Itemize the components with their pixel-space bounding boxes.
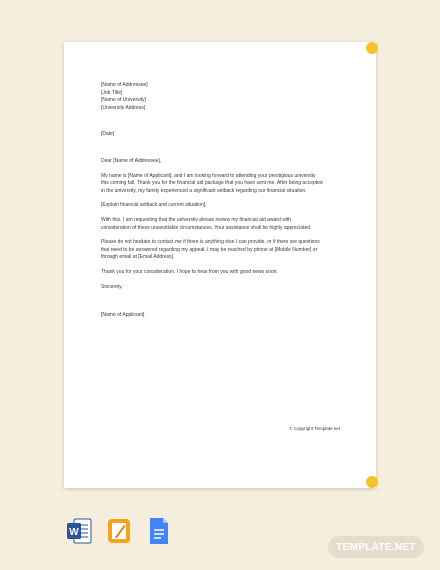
word-icon[interactable]	[66, 516, 92, 546]
signature-name: [Name of Applicant]	[101, 312, 145, 319]
paragraph-4-line-2: that need to be answered regarding my appeal. I may be reached by phone at [Mobile Number] or	[101, 246, 318, 253]
paragraph-4-line-1: Please do not hesitate to contact me if there is anything else I can provide, or if there are questions	[101, 239, 320, 246]
paragraph-5: Thank you for your consideration. I hope to hear from you with good news soon.	[101, 268, 278, 275]
university-name: [Name of University]	[101, 97, 147, 104]
letter-page	[64, 42, 376, 488]
paragraph-2: [Explain financial setback and current situation].	[101, 202, 207, 209]
paragraph-1-line-3: in the university, my family experienced a significant setback regarding our financial situation.	[101, 187, 307, 194]
word-letter: W	[69, 527, 79, 538]
closing: Sincerely,	[101, 283, 123, 290]
paragraph-3-line-2: consideration of these unavoidable circumstances. Your assistance shall be highly appreciated.	[101, 224, 312, 231]
letter-body	[101, 82, 339, 320]
decorative-dot-top	[366, 42, 378, 54]
university-address: [University Address]	[101, 104, 146, 111]
paragraph-1-line-2: this coming fall. Thank you for the financial aid package that you have sent me. After being accepted	[101, 180, 323, 187]
job-title: [Job Title]	[101, 89, 123, 96]
brand-badge[interactable]	[328, 536, 424, 558]
app-icons	[66, 516, 172, 546]
brand-label: TEMPLATE.NET	[336, 541, 416, 553]
paragraph-4-line-3: through email at [Email Address].	[101, 254, 175, 261]
letter-date: [Date]	[101, 131, 115, 138]
addressee-name: [Name of Addressee]	[101, 82, 148, 88]
paragraph-3-line-1: With this, I am requesting that the university please review my financial aid award with	[101, 216, 292, 223]
salutation: Dear [Name of Addressee],	[101, 157, 162, 164]
pages-icon[interactable]	[106, 516, 132, 546]
paragraph-1-line-1: My name is [Name of Applicant], and I am looking forward to attending your prestigious university	[101, 172, 316, 179]
google-docs-icon[interactable]	[146, 516, 172, 546]
decorative-dot-bottom	[366, 476, 378, 488]
copyright-notice: © Copyright Template.net	[289, 426, 340, 431]
